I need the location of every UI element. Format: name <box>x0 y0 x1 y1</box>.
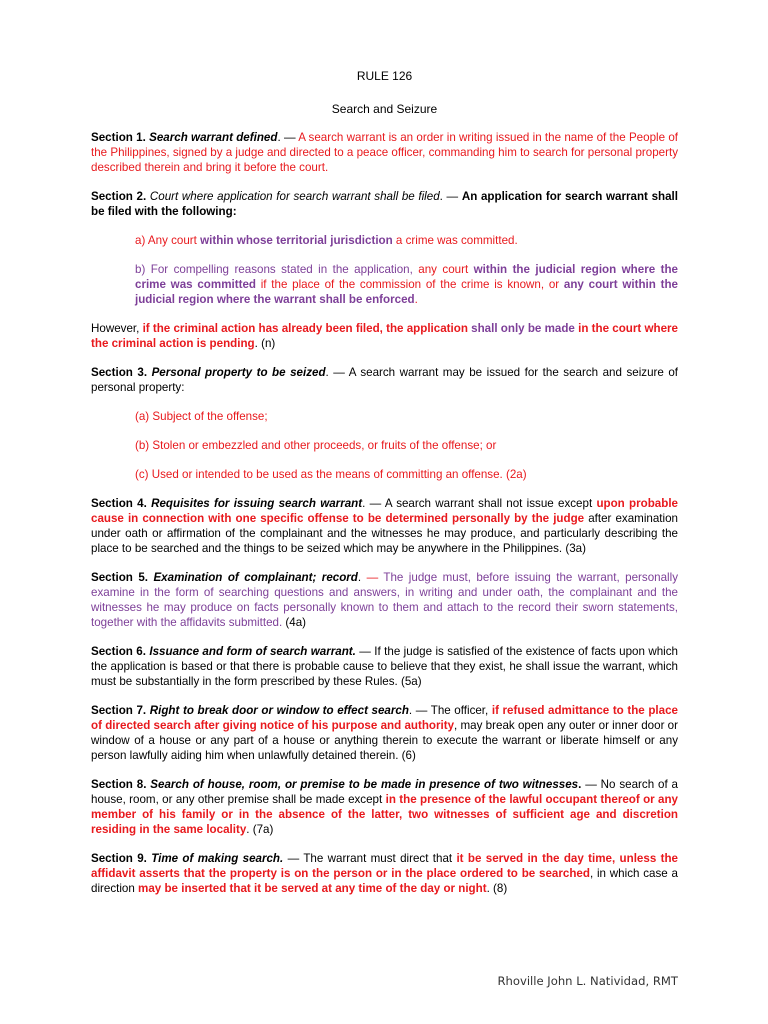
section-label: Section 4. <box>91 497 147 510</box>
section-title: Requisites for issuing search warrant <box>151 497 363 510</box>
section-4 <box>91 496 678 556</box>
section-text: . (8) <box>486 882 508 895</box>
section-2-item-b <box>135 262 678 307</box>
rule-number: RULE 126 <box>356 69 413 83</box>
section-emphasis: if refused admittance to the place of directed search after giving notice of his purpose and authority <box>91 704 678 732</box>
section-text: , in which case a direction <box>91 867 678 895</box>
section-text: A search warrant may be issued for the search and seizure of personal property: <box>91 366 678 394</box>
section-5 <box>91 570 678 630</box>
item-emphasis: within the judicial region where the crime was committed <box>135 263 678 291</box>
section-7 <box>91 703 678 763</box>
footer-author: Rhoville John L. Natividad, RMT <box>497 974 678 988</box>
section-dash: . — <box>408 704 431 717</box>
section-1 <box>91 130 678 175</box>
section-emphasis: it be served in the day time, unless the affidavit asserts that the property is on the person or in the place ordered to be searched <box>91 852 679 880</box>
section-label: Section 8. <box>91 778 147 791</box>
document-body <box>91 68 678 896</box>
section-title: Examination of complainant; record <box>153 571 358 584</box>
section-2-item-a <box>135 233 678 248</box>
item-text: a crime was committed. <box>392 234 518 247</box>
item-text: any court <box>418 263 474 276</box>
section-title: Search warrant defined <box>149 131 278 144</box>
section-emphasis: in the presence of the lawful occupant thereof or any member of his family or in the absence of the latter, two witnesses of sufficient age and discretion residing in the same locality <box>91 793 679 836</box>
section-emphasis: upon probable cause in connection with one specific offense to be determined personally by the judge <box>91 497 678 525</box>
item-text: . <box>414 293 418 306</box>
item-text: b) For compelling reasons stated in the application, <box>135 263 419 276</box>
section-text: The warrant must direct that <box>303 852 457 865</box>
section-title-dot: . <box>578 778 582 791</box>
paragraph-emphasis: shall only be made <box>467 322 575 335</box>
section-label: Section 9. <box>91 852 147 865</box>
section-text: (4a) <box>282 616 307 629</box>
section-title: Time of making search. <box>151 852 284 865</box>
document-title: Search and Seizure <box>331 102 438 116</box>
section-text: The officer, <box>430 704 492 717</box>
item-text: if the place of the commission of the crime is known, <box>255 278 549 291</box>
section-label: Section 3. <box>91 366 148 379</box>
section-label: Section 1. <box>91 131 146 144</box>
section-title: Court where application for search warrant shall be filed <box>149 190 440 203</box>
section-text: A search warrant is an order in writing issued in the name of the People of the Philippines, signed by a judge and directed to a peace officer, commanding him to search for personal property described therein and bring it before the court. <box>91 131 678 174</box>
section-text: The judge must, before issuing the warrant, personally examine in the form of searching questions and answers, in writing and under oath, the complainant and the witnesses he may produce on facts personally known to them and attach to the record their sworn statements, together with the affidavits submitted. <box>91 571 678 629</box>
section-2-however <box>91 321 678 351</box>
section-title: Issuance and form of search warrant. <box>149 645 356 658</box>
section-label: Section 7. <box>91 704 147 717</box>
section-dash: — <box>366 571 384 584</box>
section-3 <box>91 365 678 395</box>
section-3-item-c: (c) Used or intended to be used as the means of committing an offense. (2a) <box>135 468 527 481</box>
section-dash: . — <box>277 131 299 144</box>
section-dash: . — <box>439 190 462 203</box>
section-emphasis: may be inserted that it be served at any time of the day or night <box>138 882 487 895</box>
item-text: or <box>548 278 564 291</box>
section-label: Section 5. <box>91 571 148 584</box>
section-text: . (7a) <box>246 823 274 836</box>
section-9 <box>91 851 678 896</box>
section-2 <box>91 189 678 219</box>
section-text: after examination under oath or affirmation of the complainant and the witnesses he may produce, and particularly describing the place to be searched and the things to be seized which may be anywhere in the Philippines. (3a) <box>91 512 678 555</box>
paragraph-text: . (n) <box>254 337 276 350</box>
section-text: An application for search warrant shall be filed with the following: <box>91 190 678 218</box>
section-title: Search of house, room, or premise to be made in presence of two witnesses <box>150 778 579 791</box>
item-text: a) Any court <box>135 234 201 247</box>
section-dash: . — <box>362 497 385 510</box>
section-text: A search warrant shall not issue except <box>384 497 597 510</box>
section-dash: . <box>357 571 367 584</box>
paragraph-emphasis: in the court where the criminal action is pending <box>91 322 678 350</box>
section-3-item-b: (b) Stolen or embezzled and other proceeds, or fruits of the offense; or <box>135 439 497 452</box>
section-text: If the judge is satisfied of the existence of facts upon which the application is based or that there is probable cause to believe that they exist, he shall issue the warrant, which must be substantially in the form prescribed by these Rules. (5a) <box>91 645 678 688</box>
paragraph-emphasis: if the criminal action has already been filed, the application <box>142 322 468 335</box>
section-3-item-a: (a) Subject of the offense; <box>135 410 268 423</box>
section-8 <box>91 777 678 837</box>
section-title: Personal property to be seized <box>151 366 326 379</box>
section-text: — No search of a house, room, or any other premise shall be made except <box>91 778 679 806</box>
section-text: , may break open any outer or inner door or window of a house or any part of a house or anything therein to execute the warrant or liberate himself or any person lawfully aiding him when unlawfully detained therein. (6) <box>91 719 678 762</box>
section-label: Section 6. <box>91 645 146 658</box>
section-dash: . — <box>325 366 349 379</box>
section-title: Right to break door or window to effect search <box>149 704 409 717</box>
section-dash: — <box>283 852 304 865</box>
item-emphasis: any court within the judicial region where the warrant shall be enforced <box>135 278 678 306</box>
section-label: Section 2. <box>91 190 147 203</box>
section-6 <box>91 644 678 689</box>
section-dash: — <box>355 645 375 658</box>
paragraph-text: However, <box>91 322 143 335</box>
item-emphasis: within whose territorial jurisdiction <box>200 234 393 247</box>
